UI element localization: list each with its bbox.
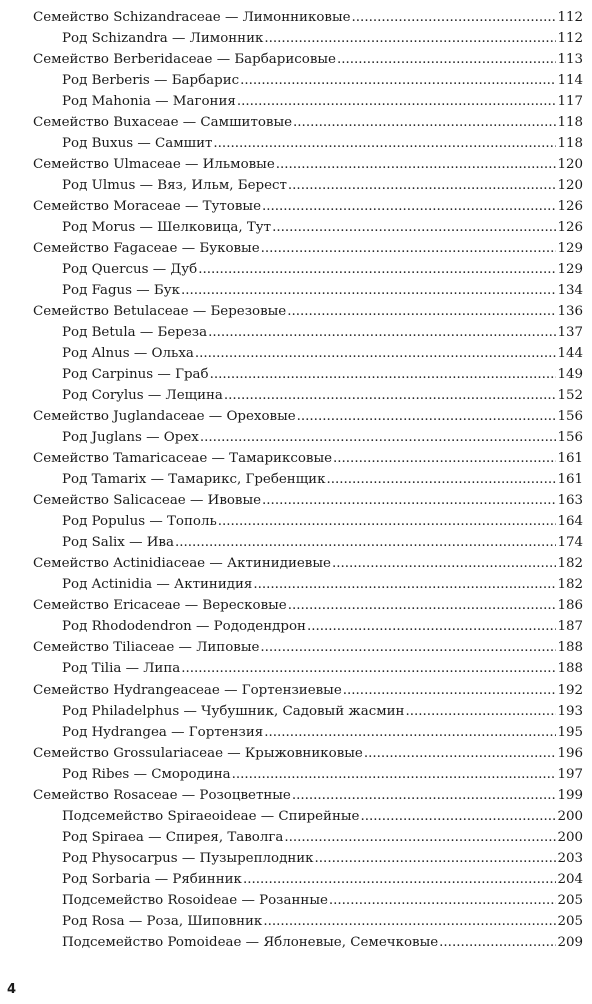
toc-family-entry	[33, 49, 583, 70]
entry-page: 137	[557, 325, 583, 341]
entry-title: Семейство Juglandaceae — Ореховые	[33, 409, 296, 425]
dot-leader	[262, 196, 556, 217]
entry-title: Семейство Tamaricaceae — Тамариксовые	[33, 451, 333, 467]
dot-leader	[198, 259, 556, 280]
dot-leader	[240, 70, 556, 91]
entry-page: 112	[557, 10, 583, 25]
toc-genus-entry	[33, 28, 583, 49]
toc-family-entry	[33, 448, 583, 469]
entry-title: Семейство Ericaceae — Вересковые	[33, 598, 287, 614]
entry-title: Род Ulmus — Вяз, Ильм, Берест	[62, 178, 287, 194]
dot-leader	[287, 301, 556, 322]
entry-page: 209	[557, 934, 583, 950]
entry-page: 205	[557, 892, 583, 908]
entry-title: Род Mahonia — Магония	[62, 94, 236, 110]
dot-leader	[405, 701, 556, 722]
toc-genus-entry	[33, 532, 583, 553]
entry-title: Род Carpinus — Граб	[62, 367, 209, 383]
toc-family-entry	[33, 196, 583, 217]
dot-leader	[329, 890, 557, 911]
toc-family-entry	[33, 301, 583, 322]
entry-page: 204	[557, 871, 583, 887]
toc-family-entry	[33, 490, 583, 511]
toc-genus-entry	[33, 806, 583, 827]
entry-page: 196	[557, 745, 583, 761]
entry-page: 156	[557, 409, 583, 425]
entry-page: 199	[557, 787, 583, 803]
toc-family-entry	[33, 154, 583, 175]
toc-family-entry	[33, 112, 583, 133]
entry-page: 126	[557, 220, 583, 236]
entry-title: Семейство Hydrangeaceae — Гортензиевые	[33, 682, 342, 698]
toc-genus-entry	[33, 427, 583, 448]
dot-leader	[264, 28, 556, 49]
dot-leader	[218, 511, 557, 532]
dot-leader	[293, 112, 556, 133]
entry-title: Род Tilia — Липа	[62, 661, 181, 677]
entry-title: Семейство Moraceae — Тутовые	[33, 199, 261, 215]
toc-genus-entry	[33, 217, 583, 238]
toc-genus-entry	[33, 764, 583, 785]
toc-genus-entry	[33, 364, 583, 385]
dot-leader	[253, 574, 556, 595]
entry-page: 126	[557, 199, 583, 215]
entry-page: 118	[557, 136, 583, 152]
entry-title: Род Fagus — Бук	[62, 283, 180, 299]
entry-title: Род Betula — Береза	[62, 325, 208, 341]
toc-genus-entry	[33, 658, 583, 679]
dot-leader	[439, 932, 556, 953]
entry-page: 164	[557, 514, 583, 530]
entry-title: Род Alnus — Ольха	[62, 346, 194, 362]
entry-page: 182	[557, 556, 583, 572]
entry-title: Род Hydrangea — Гортензия	[62, 724, 264, 740]
toc-family-entry	[33, 553, 583, 574]
toc-family-entry	[33, 406, 583, 427]
dot-leader	[232, 764, 557, 785]
toc-genus-entry	[33, 848, 583, 869]
entry-page: 134	[557, 283, 583, 299]
toc-family-entry	[33, 238, 583, 259]
dot-leader	[276, 154, 557, 175]
dot-leader	[332, 553, 557, 574]
entry-page: 161	[557, 472, 583, 488]
toc-genus-entry	[33, 175, 583, 196]
toc-family-entry	[33, 680, 583, 701]
dot-leader	[237, 91, 557, 112]
toc-genus-entry	[33, 890, 583, 911]
dot-leader	[364, 743, 557, 764]
dot-leader	[264, 722, 556, 743]
entry-page: 200	[557, 808, 583, 824]
toc-genus-entry	[33, 91, 583, 112]
dot-leader	[288, 595, 557, 616]
toc-genus-entry	[33, 574, 583, 595]
page-number: 4	[7, 982, 17, 997]
entry-title: Семейство Tiliaceae — Липовые	[33, 640, 260, 656]
dot-leader	[360, 806, 556, 827]
dot-leader	[292, 785, 557, 806]
entry-page: 163	[557, 493, 583, 509]
entry-title: Род Ribes — Смородина	[62, 766, 231, 782]
dot-leader	[210, 364, 557, 385]
entry-title: Род Rhododendron — Рододендрон	[62, 619, 306, 635]
entry-page: 114	[557, 73, 583, 89]
entry-page: 120	[557, 178, 583, 194]
entry-title: Семейство Rosaceae — Розоцветные	[33, 787, 291, 803]
dot-leader	[326, 469, 556, 490]
dot-leader	[288, 175, 557, 196]
dot-leader	[333, 448, 556, 469]
entry-title: Род Populus — Тополь	[62, 514, 217, 530]
entry-title: Род Tamarix — Тамарикс, Гребенщик	[62, 472, 326, 488]
entry-title: Род Philadelphus — Чубушник, Садовый жасмин	[62, 703, 405, 719]
dot-leader	[263, 911, 556, 932]
dot-leader	[352, 7, 557, 28]
entry-page: 129	[557, 262, 583, 278]
toc-genus-entry	[33, 722, 583, 743]
toc-genus-entry	[33, 133, 583, 154]
dot-leader	[262, 490, 556, 511]
entry-page: 187	[557, 619, 583, 635]
entry-page: 186	[557, 598, 583, 614]
dot-leader	[315, 848, 557, 869]
entry-title: Семейство Actinidiaceae — Актинидиевые	[33, 556, 331, 572]
toc-genus-entry	[33, 385, 583, 406]
entry-page: 112	[557, 31, 583, 47]
entry-title: Род Morus — Шелковица, Тут	[62, 220, 272, 236]
dot-leader	[213, 133, 556, 154]
entry-page: 117	[557, 94, 583, 110]
dot-leader	[260, 637, 556, 658]
entry-title: Род Sorbaria — Рябинник	[62, 871, 242, 887]
dot-leader	[272, 217, 556, 238]
toc-family-entry	[33, 7, 583, 28]
entry-page: 144	[557, 346, 583, 362]
entry-title: Род Physocarpus — Пузыреплодник	[62, 850, 314, 866]
entry-title: Род Salix — Ива	[62, 535, 174, 551]
toc-genus-entry	[33, 280, 583, 301]
entry-page: 193	[557, 703, 583, 719]
entry-title: Род Corylus — Лещина	[62, 388, 223, 404]
dot-leader	[343, 680, 557, 701]
dot-leader	[175, 532, 556, 553]
dot-leader	[181, 658, 556, 679]
entry-page: 129	[557, 241, 583, 257]
entry-page: 152	[557, 388, 583, 404]
table-of-contents	[33, 7, 583, 953]
entry-title: Род Juglans — Орех	[62, 430, 199, 446]
entry-title: Род Quercus — Дуб	[62, 262, 198, 278]
entry-page: 118	[557, 115, 583, 131]
entry-title: Семейство Betulaceae — Березовые	[33, 304, 287, 320]
toc-genus-entry	[33, 827, 583, 848]
entry-page: 195	[557, 724, 583, 740]
dot-leader	[224, 385, 557, 406]
toc-family-entry	[33, 595, 583, 616]
dot-leader	[297, 406, 557, 427]
entry-title: Подсемейство Rosoideae — Розанные	[62, 892, 328, 908]
toc-family-entry	[33, 785, 583, 806]
entry-page: 120	[557, 157, 583, 173]
toc-genus-entry	[33, 511, 583, 532]
entry-title: Семейство Berberidaceae — Барбарисовые	[33, 52, 336, 68]
entry-title: Подсемейство Pomoideae — Яблоневые, Семечковые	[62, 934, 439, 950]
dot-leader	[307, 616, 557, 637]
entry-page: 136	[557, 304, 583, 320]
toc-genus-entry	[33, 259, 583, 280]
entry-page: 182	[557, 577, 583, 593]
entry-title: Род Rosa — Роза, Шиповник	[62, 913, 263, 929]
dot-leader	[200, 427, 557, 448]
entry-title: Род Buxus — Самшит	[62, 136, 213, 152]
entry-title: Семейство Buxaceae — Самшитовые	[33, 115, 293, 131]
entry-page: 205	[557, 913, 583, 929]
entry-title: Семейство Grossulariaceae — Крыжовниковые	[33, 745, 363, 761]
dot-leader	[284, 827, 556, 848]
entry-title: Семейство Schizandraceae — Лимонниковые	[33, 10, 351, 25]
entry-page: 149	[557, 367, 583, 383]
entry-title: Семейство Ulmaceae — Ильмовые	[33, 157, 275, 173]
toc-family-entry	[33, 637, 583, 658]
entry-page: 197	[557, 766, 583, 782]
entry-title: Подсемейство Spiraeoideae — Спирейные	[62, 808, 360, 824]
entry-page: 174	[557, 535, 583, 551]
toc-genus-entry	[33, 469, 583, 490]
entry-page: 188	[557, 640, 583, 656]
dot-leader	[243, 869, 557, 890]
toc-genus-entry	[33, 616, 583, 637]
entry-page: 161	[557, 451, 583, 467]
entry-title: Род Spiraea — Спирея, Таволга	[62, 829, 284, 845]
entry-page: 203	[557, 850, 583, 866]
toc-genus-entry	[33, 869, 583, 890]
dot-leader	[208, 322, 556, 343]
entry-page: 192	[557, 682, 583, 698]
entry-title: Семейство Fagaceae — Буковые	[33, 241, 260, 257]
toc-genus-entry	[33, 701, 583, 722]
entry-title: Род Berberis — Барбарис	[62, 73, 240, 89]
entry-title: Род Actinidia — Актинидия	[62, 577, 253, 593]
dot-leader	[181, 280, 556, 301]
entry-page: 200	[557, 829, 583, 845]
dot-leader	[195, 343, 557, 364]
entry-title: Семейство Salicaceae — Ивовые	[33, 493, 262, 509]
entry-page: 188	[557, 661, 583, 677]
dot-leader	[337, 49, 556, 70]
toc-genus-entry	[33, 343, 583, 364]
entry-page: 156	[557, 430, 583, 446]
toc-genus-entry	[33, 70, 583, 91]
toc-genus-entry	[33, 932, 583, 953]
toc-genus-entry	[33, 911, 583, 932]
toc-genus-entry	[33, 322, 583, 343]
entry-page: 113	[557, 52, 583, 68]
toc-family-entry	[33, 743, 583, 764]
entry-title: Род Schizandra — Лимонник	[62, 31, 264, 47]
dot-leader	[261, 238, 557, 259]
